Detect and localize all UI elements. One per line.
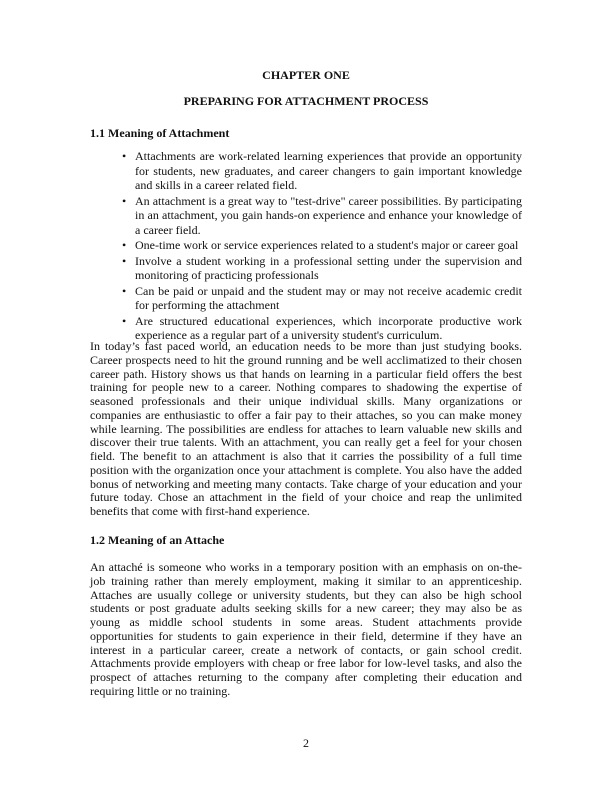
list-item: • An attachment is a great way to "test-drive" career possibilities. By participating in an attachment, you gain hands-on experience and enhance your knowledge of a career field. bbox=[135, 194, 522, 238]
list-item: • Are structured educational experiences, which incorporate productive work experience as a regular part of a university student's curriculum. bbox=[135, 314, 522, 343]
list-item: • Involve a student working in a professional setting under the supervision and monitoring of practicing professionals bbox=[135, 254, 522, 283]
list-item: • One-time work or service experiences related to a student's major or career goal bbox=[135, 238, 522, 253]
list-item: • Attachments are work-related learning experiences that provide an opportunity for students, new graduates, and career changers to gain important knowledge and skills in a career related field. bbox=[135, 149, 522, 193]
section-2-paragraph: An attaché is someone who works in a temporary position with an emphasis on on-the-job training rather than merely employment, making it similar to an apprenticeship. Attaches are usually college or university students, but they can also be high school students or post graduate adults seeking skills for a new career; they may also be as young as middle school students in some areas. Student attachments provide opportunities for students to gain experience in their field, determine if they have an interest in a particular career, create a network of contacts, or gain school credit. Attachments provide employers with cheap or free labor for low-level tasks, and also the prospect of attaches returning to the company after completing their education and requiring little or no training. bbox=[90, 560, 522, 698]
chapter-title: CHAPTER ONE bbox=[262, 68, 350, 82]
section-heading-1-1: 1.1 Meaning of Attachment bbox=[90, 126, 230, 140]
section-1-paragraph: In today’s fast paced world, an education needs to be more than just studying books. Career prospects need to hit the ground running and be well acclimatized to their chosen career path. History shows us that hands on learning in a particular field offers the best training for people new to a career. Nothing compares to shadowing the expertise of seasoned professionals and their unique individual skills. Many organizations or companies are enthusiastic to offer a fair pay to their attaches, so you can make money while learning. The possibilities are endless for attaches to learn valuable new skills and discover their true talents. With an attachment, you can really get a feel for your chosen field. The benefit to an attachment is also that it carries the possibility of a full time position with the organization once your attachment is complete. You also have the added bonus of networking and meeting many contacts. Take charge of your education and your future today. Chose an attachment in the field of your choice and reap the unlimited benefits that come with first-hand experience. bbox=[90, 339, 522, 518]
chapter-subtitle: PREPARING FOR ATTACHMENT PROCESS bbox=[183, 94, 429, 108]
attachment-bullet-list bbox=[90, 149, 522, 344]
list-item: • Can be paid or unpaid and the student may or may not receive academic credit for performing the attachment bbox=[135, 284, 522, 313]
section-heading-1-2: 1.2 Meaning of an Attache bbox=[90, 533, 225, 547]
page-number: 2 bbox=[303, 736, 309, 750]
